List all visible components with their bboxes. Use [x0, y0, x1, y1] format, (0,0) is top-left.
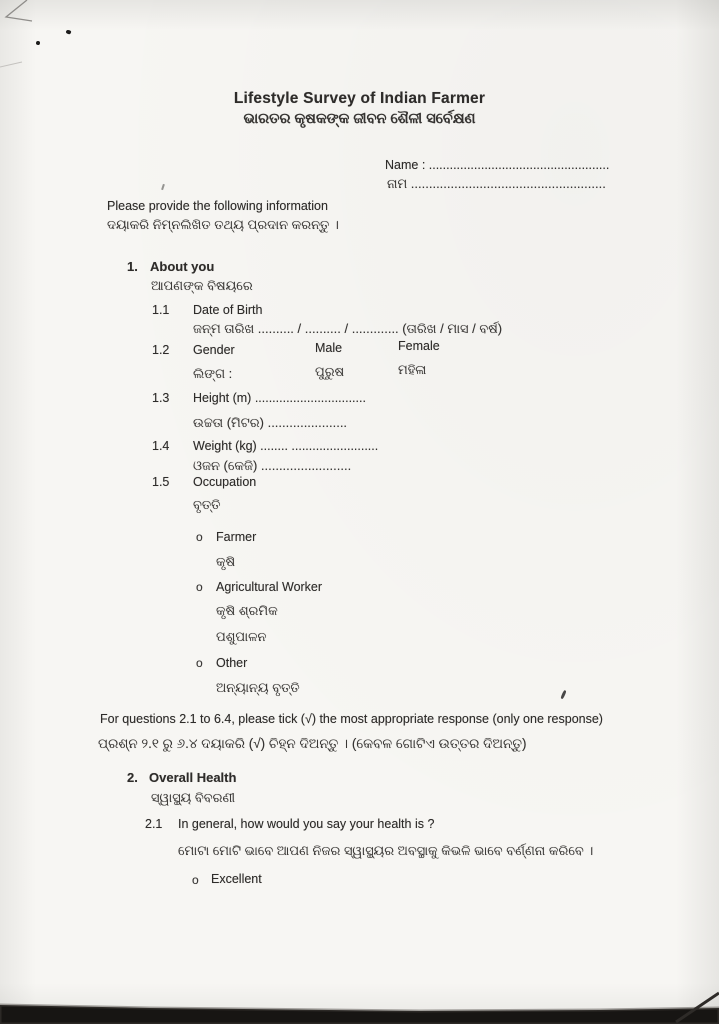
- section-2-number: 2.: [127, 770, 138, 785]
- ink-speck: [161, 184, 165, 190]
- intro-line: Please provide the following information: [107, 199, 328, 213]
- page-title: Lifestyle Survey of Indian Farmer: [233, 90, 486, 107]
- question-2-1-label: In general, how would you say your health is ?: [178, 817, 435, 831]
- question-2-1-number: 2.1: [145, 817, 163, 831]
- occupation-option-agricultural-worker-odia: କୃଷି ଶ୍ରମିକ: [216, 603, 278, 618]
- page-bottom-edge: [0, 979, 719, 1024]
- occupation-option-farmer-odia: କୃଷି: [216, 554, 236, 569]
- radio-bullet-icon: o: [196, 656, 203, 670]
- section-1-number: 1.: [127, 259, 138, 274]
- question-1-2-odia: ଲିଙ୍ଗ :: [193, 366, 233, 381]
- section-1-title-odia: ଆପଣଙ୍କ ବିଷୟରେ: [151, 278, 253, 293]
- name-field: Name : ....................................................: [385, 158, 610, 172]
- occupation-option-other-odia: ଅନ୍ୟାନ୍ୟ ବୃତ୍ତି: [216, 680, 300, 695]
- section-1-title: About you: [150, 259, 215, 274]
- question-1-1-number: 1.1: [152, 303, 170, 317]
- radio-bullet-icon: o: [196, 580, 203, 594]
- name-field-odia: ନାମ ......................................................: [387, 176, 606, 191]
- question-1-1-label: Date of Birth: [193, 303, 263, 317]
- section-2-title: Overall Health: [149, 770, 237, 785]
- intro-line-odia: ଦୟାକରି ନିମ୍ନଲିଖିତ ତଥ୍ୟ ପ୍ରଦାନ କରନ୍ତୁ ।: [107, 217, 339, 232]
- question-1-2-number: 1.2: [152, 343, 170, 357]
- section-2-title-odia: ସ୍ୱାସ୍ଥ୍ୟ ବିବରଣୀ: [151, 790, 236, 805]
- occupation-option-farmer: Farmer: [216, 530, 257, 544]
- question-1-4-label: Weight (kg) ........ .........................: [193, 439, 379, 453]
- occupation-option-animal-husbandry-odia: ପଶୁପାଳନ: [216, 629, 267, 644]
- radio-bullet-icon: o: [196, 530, 203, 544]
- ink-speck: [560, 690, 566, 699]
- tick-instruction: For questions 2.1 to 6.4, please tick (√) the most appropriate response (only one response): [100, 712, 603, 726]
- question-1-4-number: 1.4: [152, 439, 170, 453]
- radio-bullet-icon: o: [192, 873, 199, 887]
- page-title-odia: ଭାରତର କୃଷକଙ୍କ ଜୀବନ ଶୈଳୀ ସର୍ବେକ୍ଷଣ: [243, 111, 476, 127]
- question-1-2-label: Gender: [193, 343, 235, 357]
- health-option-excellent: Excellent: [211, 872, 262, 886]
- question-1-3-label: Height (m) ................................: [193, 391, 366, 405]
- gender-option-female: Female: [398, 339, 440, 353]
- question-1-1-odia: ଜନ୍ମ ତାରିଖ .......... / .......... / ............. (ତାରିଖ / ମାସ / ବର୍ଷ): [193, 321, 503, 336]
- question-1-5-label: Occupation: [193, 475, 257, 489]
- gender-option-male: Male: [315, 341, 343, 355]
- occupation-option-other: Other: [216, 656, 248, 670]
- gender-option-male-odia: ପୁରୁଷ: [315, 364, 345, 379]
- gender-option-female-odia: ମହିଳା: [398, 362, 427, 377]
- occupation-option-agricultural-worker: Agricultural Worker: [216, 580, 323, 594]
- question-1-3-number: 1.3: [152, 391, 170, 405]
- tick-instruction-odia: ପ୍ରଶ୍ନ ୨.୧ ରୁ ୬.୪ ଦୟାକରି (√) ଚିହ୍ନ ଦିଅନ୍ତୁ । (କେବଳ ଗୋଟିଏ ଉତ୍ତର ଦିଅନ୍ତୁ): [98, 736, 527, 751]
- question-1-3-odia: ଉଚ୍ଚତା (ମିଟର) ......................: [193, 415, 348, 430]
- page-crease-topleft: [0, 0, 80, 80]
- question-1-5-odia: ବୃତ୍ତି: [193, 497, 221, 512]
- question-1-4-odia: ଓଜନ (କେଜି) .........................: [193, 458, 352, 473]
- question-1-5-number: 1.5: [152, 475, 170, 489]
- question-2-1-odia: ମୋଟା ମୋଟି ଭାବେ ଆପଣ ନିଜର ସ୍ୱାସ୍ଥ୍ୟର ଅବସ୍ଥାକୁ କିଭଳି ଭାବେ ବର୍ଣ୍ଣନା କରିବେ ।: [178, 843, 594, 858]
